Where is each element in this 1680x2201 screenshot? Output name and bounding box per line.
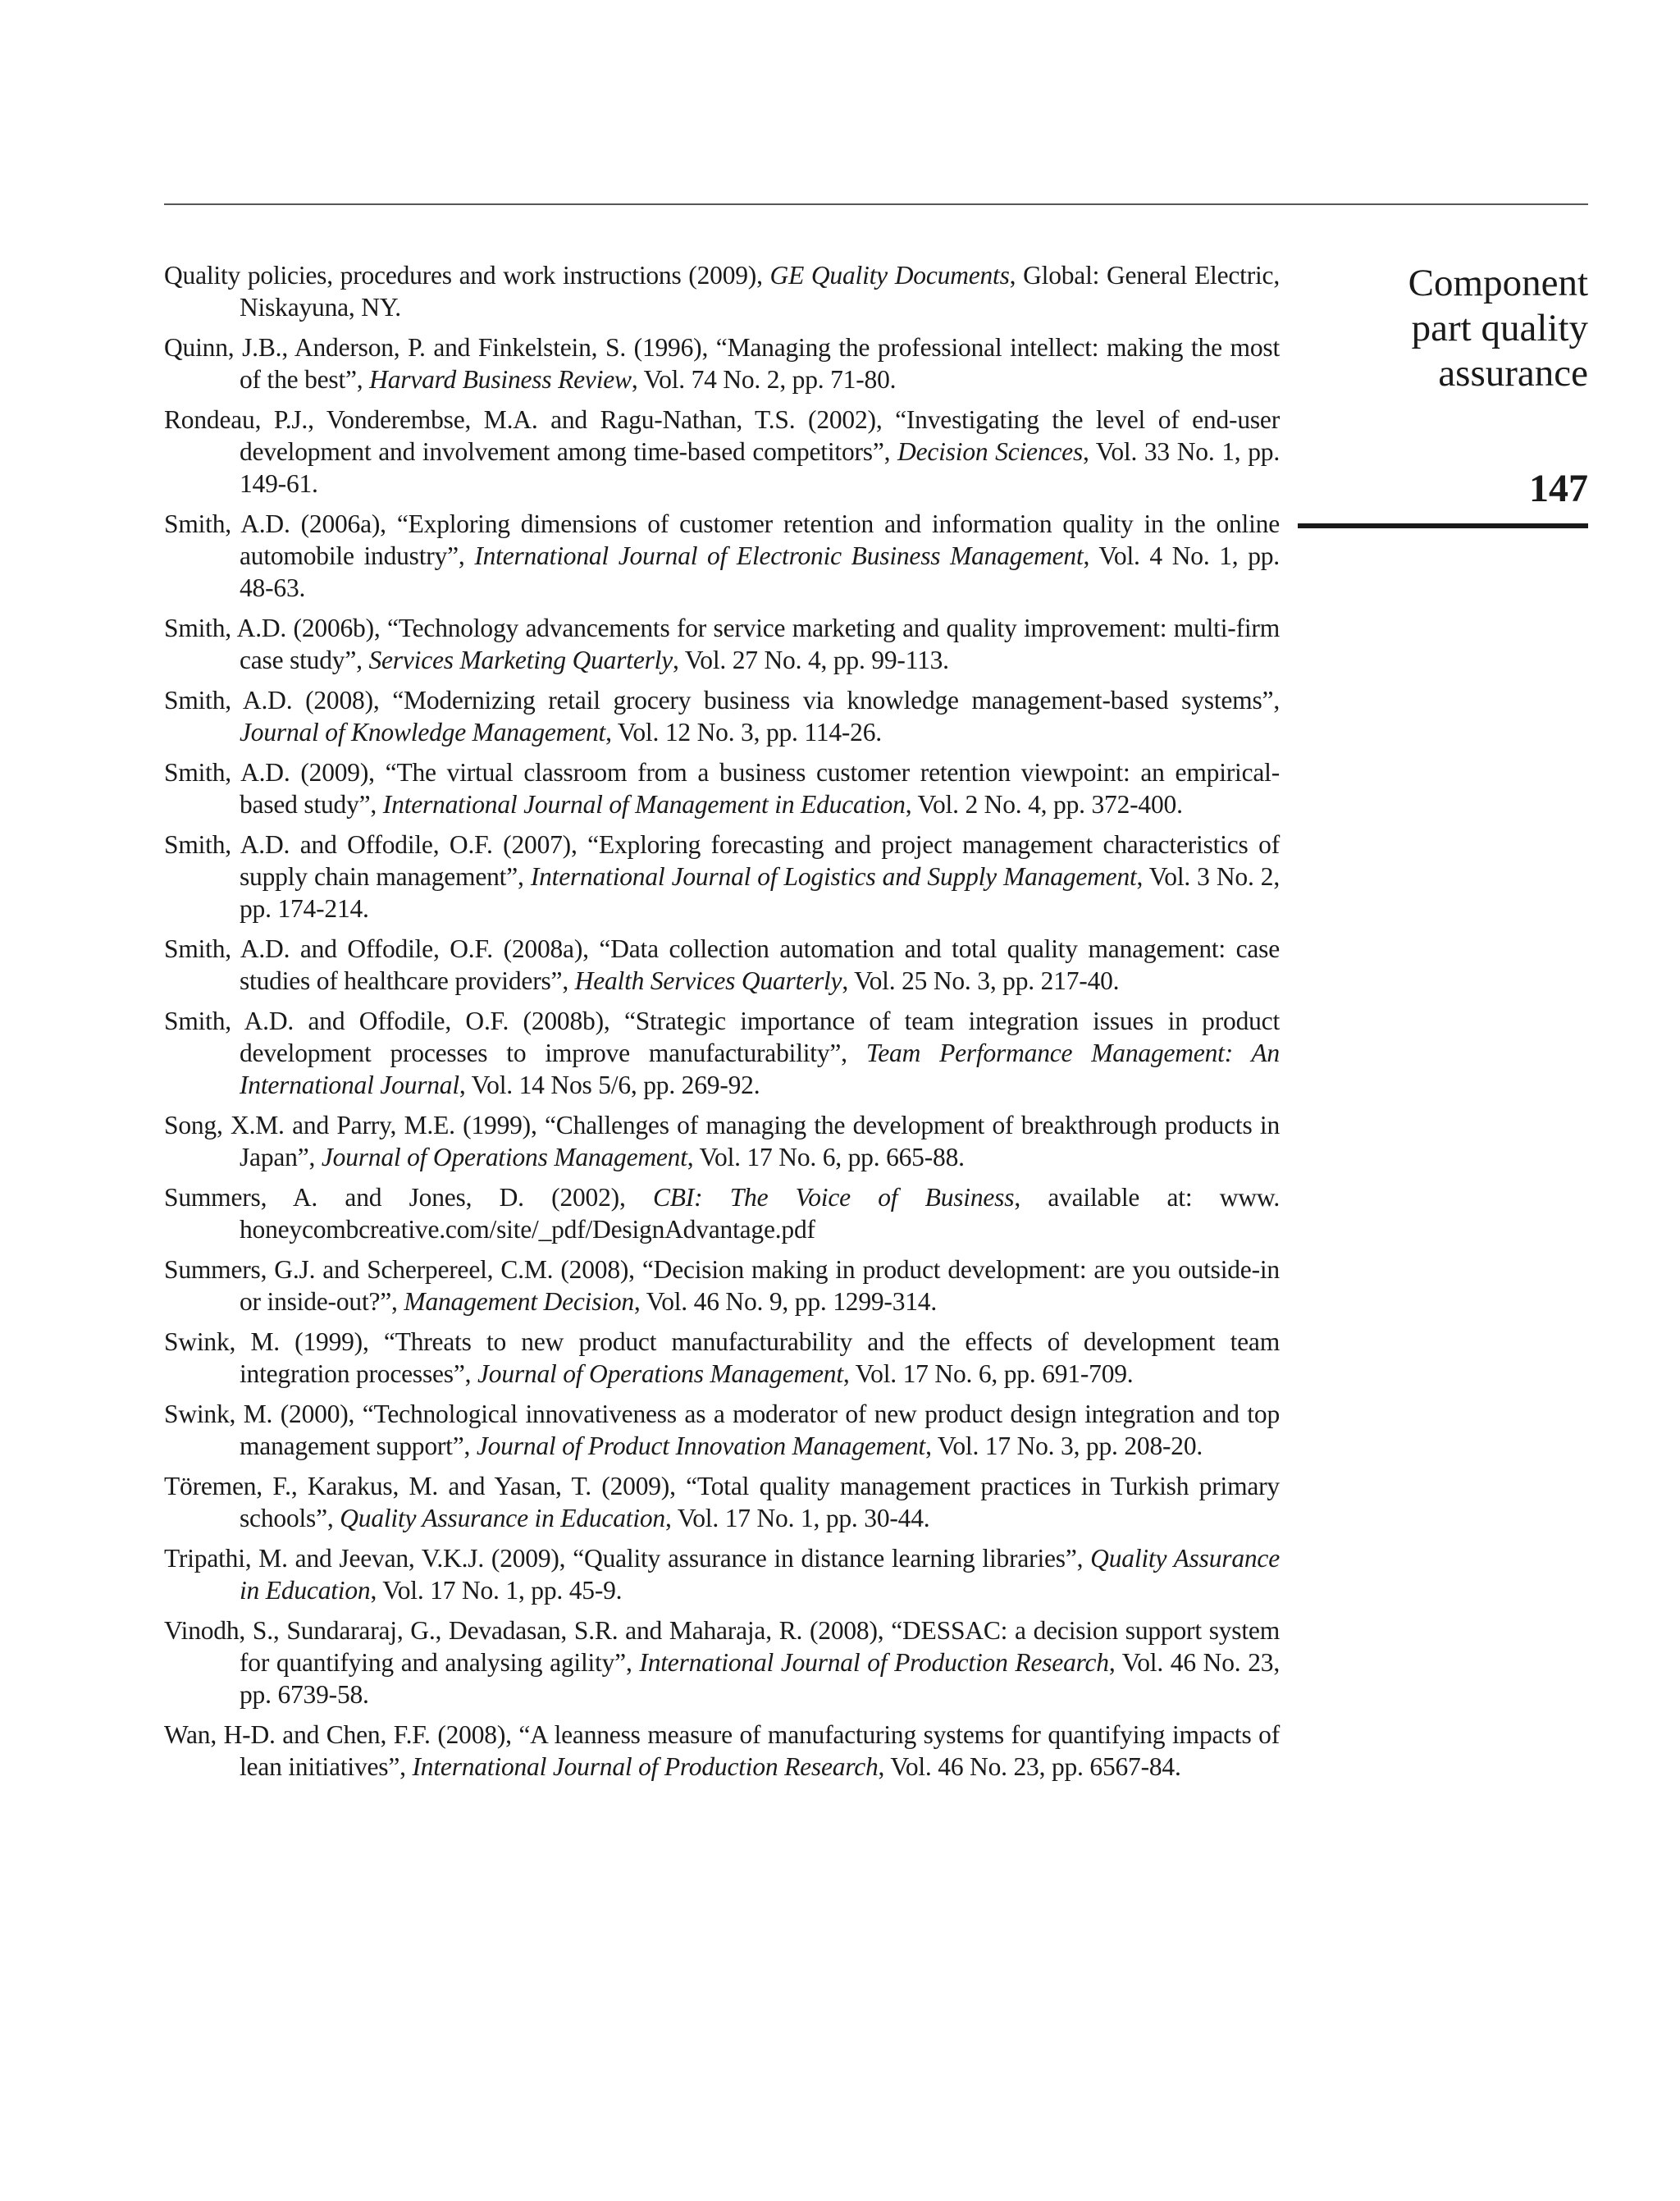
reference-source-title: Health Services Quarterly: [574, 966, 842, 995]
reference-details: , Vol. 17 No. 3, pp. 208-20.: [925, 1432, 1203, 1460]
reference-text: Smith, A.D. and Offodile, O.F. (2007), “Exploring forecasting and project management characteristics of supply chain management”,: [164, 830, 1280, 891]
reference-text: Quinn, J.B., Anderson, P. and Finkelstein, S. (1996), “Managing the professional intellect: making the most of the best”,: [164, 333, 1280, 394]
reference-details: , Vol. 46 No. 23, pp. 6567-84.: [878, 1752, 1181, 1781]
reference-source-title: Decision Sciences: [897, 437, 1084, 466]
page-number-rule: [1298, 523, 1588, 528]
running-title: [1260, 261, 1588, 396]
reference-details: , Vol. 25 No. 3, pp. 217-40.: [842, 966, 1120, 995]
reference-entry: [164, 1719, 1280, 1783]
reference-details: , Vol. 17 No. 1, pp. 45-9.: [370, 1576, 623, 1605]
reference-source-title: International Journal of Production Research: [412, 1752, 879, 1781]
reference-text: Swink, M. (2000), “Technological innovativeness as a moderator of new product design integration and top management support”,: [164, 1400, 1280, 1460]
reference-text: Swink, M. (1999), “Threats to new product manufacturability and the effects of development team integration processes”,: [164, 1327, 1280, 1388]
reference-text: Smith, A.D. and Offodile, O.F. (2008a), “Data collection automation and total quality management: case studies of healthcare providers”,: [164, 934, 1280, 995]
reference-source-title: Services Marketing Quarterly: [368, 646, 673, 674]
reference-source-title: Management Decision: [404, 1287, 634, 1316]
reference-text: Smith, A.D. (2006b), “Technology advancements for service marketing and quality improvement: multi-firm case study”,: [164, 614, 1280, 674]
header-rule: [164, 203, 1588, 205]
reference-text: Summers, A. and Jones, D. (2002),: [164, 1183, 653, 1212]
reference-source-title: Quality Assurance in Education: [340, 1504, 665, 1532]
reference-text: Summers, G.J. and Scherpereel, C.M. (2008), “Decision making in product development: are you outside-in or inside-out?”,: [164, 1255, 1280, 1316]
reference-details: , Vol. 74 No. 2, pp. 71-80.: [631, 365, 897, 394]
reference-source-title: International Journal of Logistics and Supply Management: [530, 862, 1137, 891]
reference-entry: [164, 1326, 1280, 1390]
reference-details: , Vol. 17 No. 6, pp. 665-88.: [687, 1143, 965, 1171]
reference-details: , Vol. 2 No. 4, pp. 372-400.: [905, 790, 1183, 819]
reference-entry: [164, 933, 1280, 997]
running-title-line-3: assurance: [1438, 352, 1588, 395]
reference-details: , available at: www. honeycombcreative.com/site/_pdf/DesignAdvantage.pdf: [240, 1183, 1281, 1244]
reference-source-title: GE Quality Documents: [769, 261, 1010, 290]
reference-entry: [164, 684, 1280, 748]
reference-source-title: International Journal of Production Research: [639, 1648, 1109, 1677]
reference-text: Quality policies, procedures and work instructions (2009),: [164, 261, 770, 290]
reference-entry: [164, 1542, 1280, 1606]
reference-source-title: International Journal of Electronic Business Management: [474, 541, 1084, 570]
reference-entry: [164, 829, 1280, 925]
reference-entry: [164, 1470, 1280, 1534]
reference-source-title: CBI: The Voice of Business: [652, 1183, 1015, 1212]
reference-entry: [164, 331, 1280, 395]
reference-entry: [164, 259, 1280, 323]
reference-entry: [164, 1109, 1280, 1173]
reference-source-title: Team Performance Management: An International Journal: [240, 1039, 1280, 1099]
reference-source-title: Journal of Operations Management: [477, 1359, 843, 1388]
reference-text: Smith, A.D. (2006a), “Exploring dimensions of customer retention and information quality in the online automobile industry”,: [164, 509, 1280, 570]
reference-entry: [164, 1398, 1280, 1462]
running-title-line-1: Component: [1408, 262, 1588, 304]
reference-text: Wan, H-D. and Chen, F.F. (2008), “A leanness measure of manufacturing systems for quantifying impacts of lean initiatives”,: [164, 1720, 1280, 1781]
reference-text: Vinodh, S., Sundararaj, G., Devadasan, S.R. and Maharaja, R. (2008), “DESSAC: a decision support system for quantifying and analysing agility”,: [164, 1616, 1280, 1677]
reference-entry: [164, 1181, 1280, 1245]
reference-text: Smith, A.D. (2008), “Modernizing retail grocery business via knowledge management-based systems”,: [164, 686, 1280, 715]
reference-text: Song, X.M. and Parry, M.E. (1999), “Challenges of managing the development of breakthrough products in Japan”,: [164, 1111, 1280, 1171]
reference-details: , Vol. 46 No. 23, pp. 6739-58.: [240, 1648, 1280, 1709]
reference-source-title: Journal of Knowledge Management: [240, 718, 606, 747]
reference-text: Tripathi, M. and Jeevan, V.K.J. (2009), “Quality assurance in distance learning libraries”,: [164, 1544, 1091, 1573]
reference-details: , Vol. 12 No. 3, pp. 114-26.: [605, 718, 882, 747]
reference-details: , Vol. 17 No. 6, pp. 691-709.: [842, 1359, 1134, 1388]
reference-text: Smith, A.D. and Offodile, O.F. (2008b), “Strategic importance of team integration issues in product development processes to improve manufacturability”,: [164, 1007, 1280, 1067]
reference-entry: [164, 404, 1280, 500]
reference-details: , Vol. 14 Nos 5/6, pp. 269-92.: [459, 1071, 760, 1099]
reference-details: , Vol. 33 No. 1, pp. 149-61.: [240, 437, 1280, 498]
reference-details: , Vol. 4 No. 1, pp. 48-63.: [240, 541, 1280, 602]
reference-text: Rondeau, P.J., Vonderembse, M.A. and Ragu-Nathan, T.S. (2002), “Investigating the level of end-user development and involvement among time-based competitors”,: [164, 405, 1280, 466]
reference-source-title: Journal of Product Innovation Management: [476, 1432, 926, 1460]
reference-list: [164, 259, 1280, 1791]
reference-details: , Vol. 27 No. 4, pp. 99-113.: [673, 646, 949, 674]
reference-source-title: Quality Assurance in Education: [240, 1544, 1280, 1605]
reference-source-title: International Journal of Management in Education: [382, 790, 906, 819]
reference-details: , Global: General Electric, Niskayuna, NY.: [240, 261, 1280, 322]
reference-entry: [164, 756, 1280, 820]
reference-entry: [164, 1005, 1280, 1101]
reference-details: , Vol. 3 No. 2, pp. 174-214.: [240, 862, 1280, 923]
reference-entry: [164, 1614, 1280, 1710]
page-number: 147: [1529, 467, 1588, 510]
reference-text: Töremen, F., Karakus, M. and Yasan, T. (2009), “Total quality management practices in Turkish primary schools”,: [164, 1472, 1280, 1532]
reference-entry: [164, 612, 1280, 676]
reference-details: , Vol. 46 No. 9, pp. 1299-314.: [633, 1287, 938, 1316]
reference-source-title: Harvard Business Review: [369, 365, 632, 394]
running-title-line-2: part quality: [1411, 307, 1588, 349]
reference-text: Smith, A.D. (2009), “The virtual classroom from a business customer retention viewpoint: an empirical-based study”,: [164, 758, 1280, 819]
reference-details: , Vol. 17 No. 1, pp. 30-44.: [664, 1504, 930, 1532]
reference-entry: [164, 508, 1280, 604]
reference-entry: [164, 1253, 1280, 1317]
reference-source-title: Journal of Operations Management: [321, 1143, 687, 1171]
